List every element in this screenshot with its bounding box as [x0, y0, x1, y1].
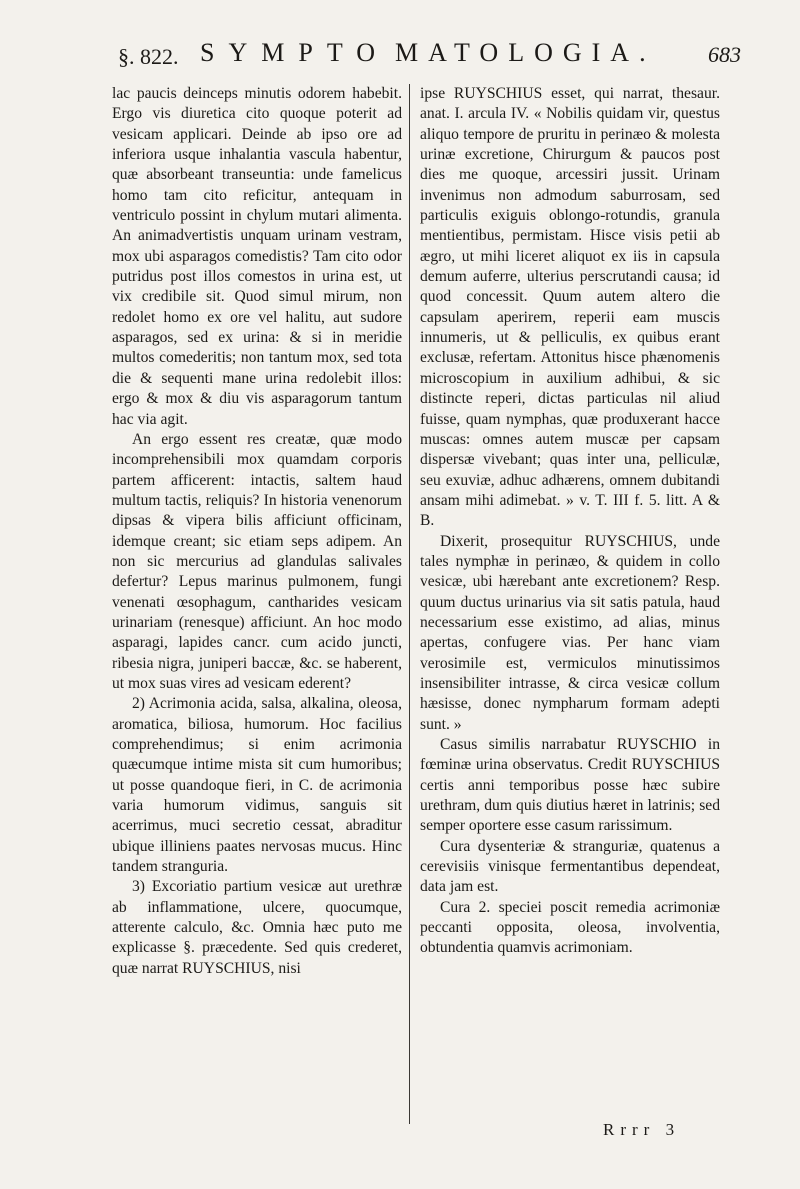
signature-mark: Rrrr 3	[603, 1120, 681, 1139]
right-column	[420, 84, 720, 959]
paragraph: An ergo essent res creatæ, quæ modo incomprehensibili mox quamdam corporis partem afficerent: intactis, saltem haud multum tactis, reliquis? In historia venenorum dipsas & vipera bilis afficiunt officinam, idemque creant; sic etiam seps adipem. An non sic mercurius ad glandulas salivales defertur? Lepus marinus pulmonem, fungi venenati œsophagum, cantharides vesicam urinariam (renesque) afficiunt. An hoc modo asparagi, lapides cancr. cum acido juncti, ribesia nigra, juniperi baccæ, &c. se haberent, ut mox suas vires ad vesicam ederent?	[112, 430, 402, 692]
running-title-left: SYMPTO	[200, 38, 390, 67]
paragraph: 2) Acrimonia acida, salsa, alkalina, oleosa, aromatica, biliosa, humorum. Hoc facilius comprehendimus; si enim acrimonia quæcumque intime mista sit cum humoribus; ut posse quandoque fieri, in C. de acrimonia varia humorum vidimus, sanguis sit acerrimus, muci secretio cessat, abraditur ubique illiniens paates nervosas mucus. Hinc tandem stranguria.	[112, 695, 402, 876]
section-number: §. 822.	[118, 44, 179, 69]
paragraph: Dixerit, prosequitur RUYSCHIUS, unde tales nymphæ in perinæo, & quidem in collo vesicæ, ubi hærebant ante excretionem? Resp. quum ductus urinarius via sit satis patula, haud necessarium esse existimo, ad alias, minus apertas, confugere vias. Per hanc viam verosimile est, vermiculos minutissimos insensibiliter intrasse, & circa vesicæ collum hæsisse, donec nympharum formam adepti sunt. »	[420, 532, 720, 733]
page-number: 683	[708, 42, 741, 67]
paragraph: Cura dysenteriæ & stranguriæ, quatenus a cerevisiis vinisque fermentantibus dependeat, data jam est.	[420, 837, 720, 896]
running-header	[0, 38, 800, 78]
paragraph: 3) Excoriatio partium vesicæ aut urethræ ab inflammatione, ulcere, quocumque, atterente calculo, &c. Omnia hæc puto me explicasse §. præcedente. Sed quis crederet, quæ narrat RUYSCHIUS, nisi	[112, 878, 402, 977]
paragraph: lac paucis deinceps minutis odorem habebit. Ergo vis diuretica cito quoque poterit ad vesicam applicari. Deinde ab ipso ore ad inferiora usque inhalantia vascula habentur, quæ absorbeant transeuntia: unde famelicus homo tam cito reficitur, antequam in ventriculo possint in chylum mutari alimenta. An animadvertistis unquam urinam vestram, mox ubi asparagos comedistis? Tam cito odor putridus post illos comestos in urina est, ut vix credibile sit. Quod simul mirum, non redolet homo ex ore vel halitu, aut sudore asparagos, sed ex urina: & si in meridie multos comederitis; non tantum mox, sed tota die & sequenti mane urina redolebit illos: ergo & mox & diu vis asparagorum tantum hac via agit.	[112, 85, 402, 428]
left-column	[112, 84, 402, 979]
paragraph: Cura 2. speciei poscit remedia acrimoniæ peccanti opposita, oleosa, involventia, obtundentia quamvis acrimoniam.	[420, 898, 720, 957]
paragraph: Casus similis narrabatur RUYSCHIO in fœminæ urina observatus. Credit RUYSCHIUS certis anni temporibus posse hæc subire urethram, dum quis diutius hæret in latrinis; sed semper oportere esse casum rarissimum.	[420, 736, 720, 835]
paragraph: ipse RUYSCHIUS esset, qui narrat, thesaur. anat. I. arcula IV. « Nobilis quidam vir, questus aliquo tempore de pruritu in perinæo & molesta urinæ excretione, Chirurgum & paucos post dies me quoque, arcessiri jussit. Urinam invenimus non admodum saburrosam, sed particulis exiguis oblongo-rotundis, granula mentientibus, permistam. Hisce visis petii ab ægro, ut mihi liceret aliquot ex iis in capsula demum auferre, ulterius perscrutandi causa; id quod concessit. Quum autem altero die capsulam aperirem, reperii eam muscis innumeris, ut & pelliculis, ex quibus erant exclusæ, refertam. Attonitus hisce phænomenis microscopium in auxilium adhibui, & sic distincte reperi, dictas particulas nil aliud fuisse, quam nymphas, quæ produxerant hacce muscas: omnes autem muscæ per capsam dispersæ vivebant; quas inter una, pelliculæ, seu exuviæ, adhuc adhærens, omnem dubitandi ansam mihi adimebat. » v. T. III f. 5. litt. A & B.	[420, 85, 720, 530]
column-divider	[409, 84, 410, 1124]
running-title-right: MATOLOGIA.	[395, 38, 656, 67]
